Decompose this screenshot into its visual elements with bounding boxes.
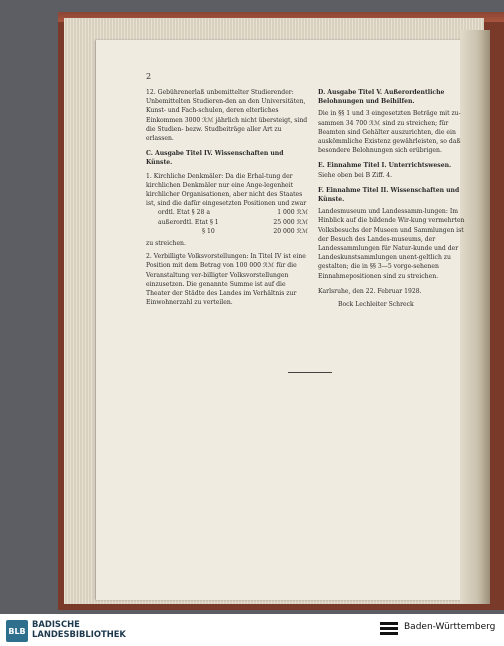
budget-row-1 [146, 208, 308, 217]
budget-row-1-value: 1 000 ℛℳ [277, 209, 308, 217]
budget-row-3-label: § 10 [202, 227, 215, 235]
item-1-end: zu streichen. [146, 240, 186, 248]
item-2-text: 2. Verbilligte Volksvorstellungen: In Titel IV ist eine Position mit dem Betrag von 100 000 ℛℳ für die Veranstaltung ver-billigter Volksvorstellungen einzusetzen. Die genannte Summe ist auf die Theater der Städte des Landes im Verhältnis zur Einwohnerzahl zu verteilen. [146, 253, 306, 307]
place-date: Karlsruhe, den 22. Februar 1928. [318, 287, 422, 295]
library-name [32, 619, 126, 639]
budget-row-3 [146, 227, 308, 236]
library-name-line2: LANDESBIBLIOTHEK [32, 629, 126, 639]
budget-row-2-label: außerordtl. Etat § 1 [158, 218, 219, 226]
state-name: Baden-Württemberg [404, 622, 496, 632]
library-name-line1: BADISCHE [32, 619, 80, 629]
page-number: 2 [146, 72, 152, 81]
section-d-heading: D. Ausgabe Titel V. Außerordentliche Belohnungen und Beihilfen. [318, 89, 445, 106]
blb-logo: BLB [6, 620, 28, 642]
right-column [318, 88, 466, 309]
section-f-text: Landesmuseum und Landessamm-lungen: Im Hinblick auf die bildende Wir-kung vermehrten Volksbesuchs der Museen und Sammlungen ist der Besuch des Landes-museums, der Landessammlungen für Natur-kunde und der Landeskunstsammlungen unent-geltlich zu gestalten; die in §§ 3—5 vorge-sehenen Einnahmepositionen sind zu streichen. [318, 208, 465, 280]
item-1-text: 1. Kirchliche Denkmäler: Da die Erhal-tung der kirchlichen Denkmäler nur eine Ange-legenheit kirchlicher Organisationen, aber nicht des Staates ist, sind die dafür eingesetzten Positionen und zwar [146, 172, 307, 208]
signatories: Bock Lechleiter Schreck [338, 301, 414, 309]
section-d-text: Die in §§ 1 und 3 eingesetzten Beträge mit zu-sammen 34 700 ℛℳ sind zu streichen; für Beamten sind Gehälter auszurichten, die ein auskömmliche Existenz gewährleisten, so daß besondere Belohnungen sich erübrigen. [318, 110, 461, 155]
budget-row-3-value: 20 000 ℛℳ [273, 227, 308, 235]
section-c-heading: C. Ausgabe Titel IV. Wissenschaften und Künste. [146, 150, 284, 167]
section-f-heading: F. Einnahme Titel II. Wissenschaften und Künste. [318, 186, 460, 204]
left-column [146, 88, 308, 307]
coat-of-arms-icon [380, 620, 398, 638]
budget-row-2 [146, 218, 308, 227]
section-e-text: Siehe oben bei B Ziff. 4. [318, 171, 393, 179]
section-e-heading: E. Einnahme Titel I. Unterrichtswesen. [318, 162, 452, 170]
item-12: 12. Gebührenerlaß unbemittelter Studierender: Unbemittelten Studieren-den an den Universitäten, Kunst- und Fach-schulen, deren elterliches Einkommen 3000 ℛℳ jährlich nicht übersteigt, sind die Studien- bezw. Studbeiträge aller Art zu erlassen. [146, 89, 308, 143]
budget-row-1-label: ordtl. Etat § 28 a [158, 209, 210, 217]
budget-row-2-value: 25 000 ℛℳ [273, 218, 308, 226]
closing-rule [288, 372, 332, 373]
